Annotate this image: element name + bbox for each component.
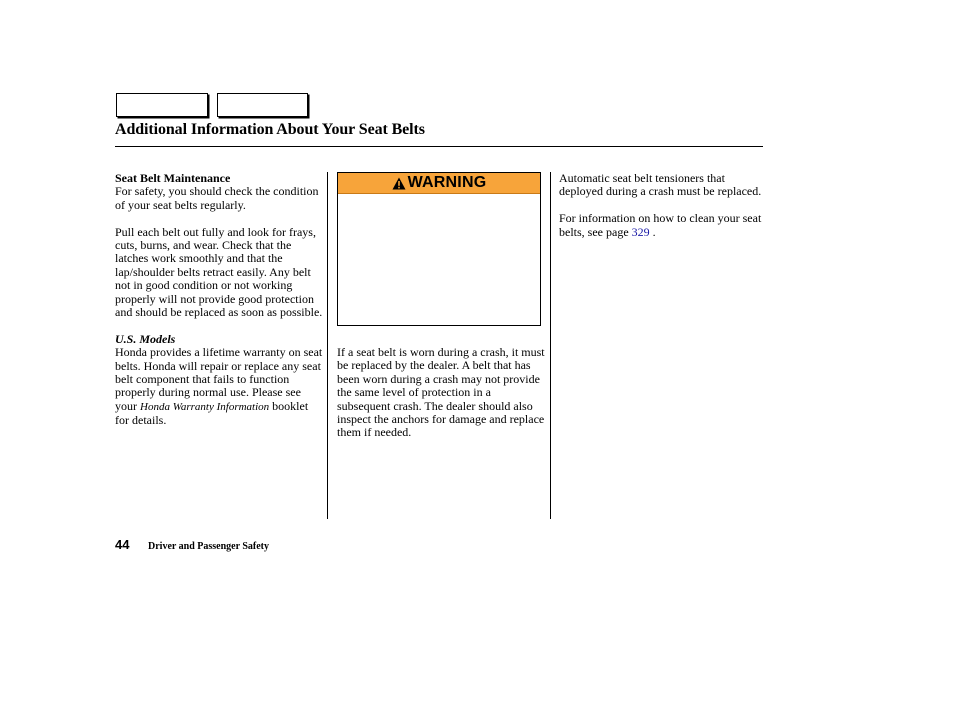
footer-section-name: Driver and Passenger Safety [148,541,270,552]
column-right [559,172,767,252]
warranty-paragraph [115,333,323,428]
replacement-paragraph: If a seat belt is worn during a crash, it must be replaced by the dealer. A belt that has been worn during a crash may not provide the same level of protection in a subsequent crash. The dealer should also inspect the anchors for damage and replace them if needed. [337,345,545,440]
column-left [115,172,323,441]
nav-button-main-menu[interactable] [116,93,208,117]
column-middle [337,172,547,453]
tensioner-paragraph: Automatic seat belt tensioners that deployed during a crash must be replaced. [559,171,762,199]
maintenance-text-1: For safety, you should check the condition of your seat belts regularly. [115,184,319,212]
page-link-329[interactable]: 329 [631,224,650,239]
page-title: Additional Information About Your Seat Belts [115,121,425,138]
section-heading-us-models: U.S. Models [115,331,176,346]
nav-button-table-of-contents[interactable] [217,93,308,117]
warning-triangle-icon [392,177,406,190]
warning-header [338,173,540,194]
cleaning-text-start: For information on how to clean your seat belts, see page [559,211,762,239]
warning-box [337,172,541,326]
section-heading-maintenance: Seat Belt Maintenance [115,171,231,185]
cleaning-text-end: . [652,224,656,239]
cleaning-paragraph [559,212,767,239]
warranty-text-end: booklet for details. [115,398,309,428]
column-divider [327,172,328,519]
warning-label: WARNING [407,174,487,192]
maintenance-paragraph-1 [115,172,323,212]
warranty-booklet-title: Honda Warranty Information [140,400,270,413]
warranty-text-start: Honda provides a lifetime warranty on seat belts. Honda will repair or replace any seat belt component that fails to function properly during normal use. Please see your [115,345,323,413]
title-rule [115,146,763,147]
page-number: 44 [115,537,130,552]
maintenance-paragraph-2: Pull each belt out fully and look for frays, cuts, burns, and wear. Check that the latches work smoothly and that the lap/shoulder belts retract easily. Any belt not in good condition or not working properly will not provide good protection and should be replaced as soon as possible. [115,224,323,320]
column-divider [550,172,551,519]
